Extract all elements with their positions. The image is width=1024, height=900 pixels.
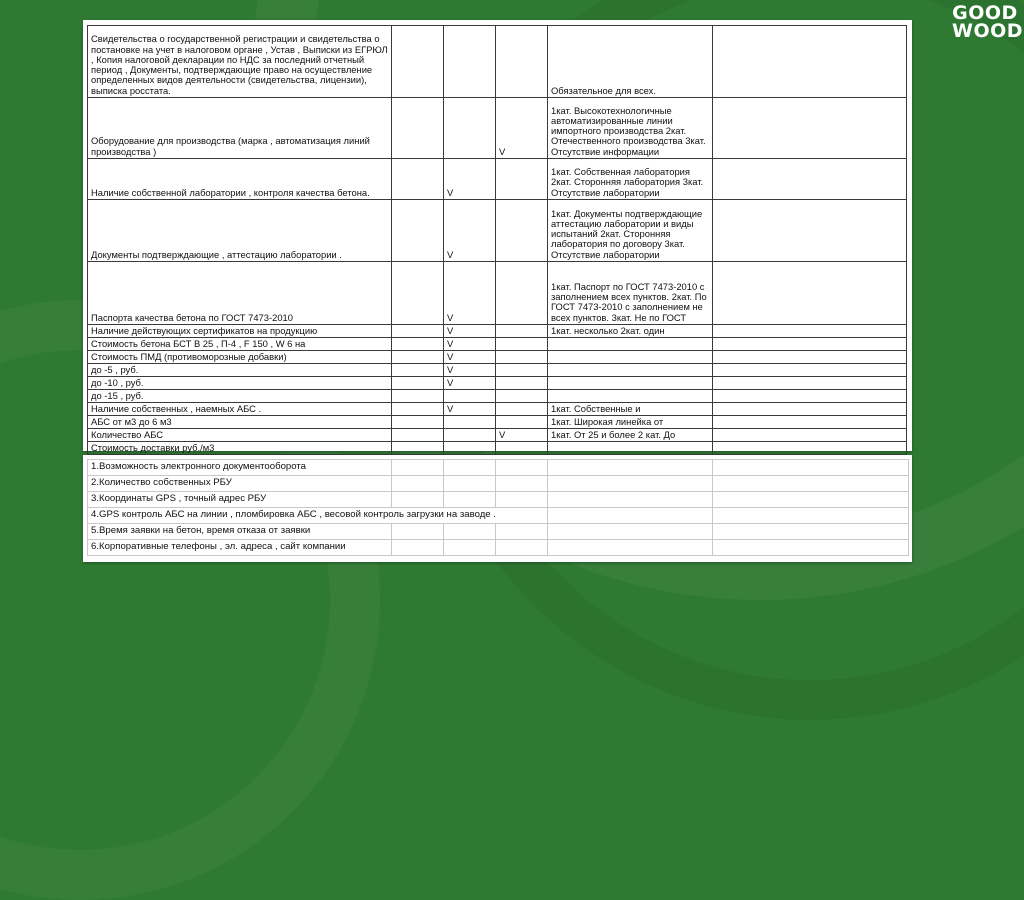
criteria-row [88,351,907,364]
criteria-row [88,390,907,403]
extra-criteria-row [88,540,909,556]
mark-cell [496,416,548,429]
extra-criteria-row [88,524,909,540]
mark-cell: V [444,403,496,416]
mark-cell [496,26,548,98]
mark-cell [444,390,496,403]
empty-cell [548,508,713,524]
mark-cell [496,200,548,262]
empty-cell [548,524,713,540]
empty-cell [496,540,548,556]
mark-cell: V [496,429,548,442]
category-comment: 1кат. Широкая линейка от [548,416,713,429]
empty-cell [444,524,496,540]
criteria-label: Наличие действующих сертификатов на продукцию [88,325,392,338]
empty-cell [713,492,909,508]
category-comment: 1кат. Высокотехнологичные автоматизированные линии импортного производства 2кат. Отечественного производства 3кат. Отсутствие информации [548,98,713,159]
empty-cell [444,460,496,476]
notes-cell [713,159,907,200]
mark-cell: V [444,200,496,262]
notes-cell [713,364,907,377]
category-comment: Обязательное для всех. [548,26,713,98]
criteria-sheet [83,20,912,451]
mark-cell: V [444,338,496,351]
extra-criteria-row [88,508,909,524]
notes-cell [713,338,907,351]
empty-cell [392,460,444,476]
criteria-label: Документы подтверждающие , аттестацию лаборатории . [88,200,392,262]
notes-cell [713,26,907,98]
notes-cell [713,429,907,442]
empty-cell [392,492,444,508]
mark-cell [496,442,548,455]
mark-cell: V [444,351,496,364]
extra-criteria-sheet [83,455,912,562]
category-comment: 1кат. Документы подтверждающие аттестацию лаборатории и виды испытаний 2кат. Сторонняя лаборатория по договору 3кат. Отсутствие лаборатории [548,200,713,262]
criteria-row [88,403,907,416]
criteria-label: Стоимость бетона БСТ В 25 , П-4 , F 150 , W 6 на [88,338,392,351]
extra-criteria-row [88,460,909,476]
extra-criteria-row [88,492,909,508]
mark-cell [392,403,444,416]
mark-cell [392,338,444,351]
good-wood-logo [952,2,1024,42]
mark-cell [392,416,444,429]
empty-cell [496,476,548,492]
criteria-row [88,338,907,351]
empty-cell [713,540,909,556]
criteria-row [88,262,907,325]
empty-cell [548,460,713,476]
criteria-label: до -15 , руб. [88,390,392,403]
mark-cell: V [444,325,496,338]
mark-cell [392,390,444,403]
criteria-label: до -10 , руб. [88,377,392,390]
extra-criteria-label: 2.Количество собственных РБУ [88,476,392,492]
criteria-label: Наличие собственной лаборатории , контроля качества бетона. [88,159,392,200]
logo-line-2: WOOD [952,20,1024,42]
criteria-row [88,159,907,200]
category-comment: 1кат. несколько 2кат. один [548,325,713,338]
criteria-label: Стоимость доставки руб./м3 [88,442,392,455]
empty-cell [713,460,909,476]
mark-cell [496,390,548,403]
category-comment: 1кат. Паспорт по ГОСТ 7473-2010 с заполнением всех пунктов. 2кат. По ГОСТ 7473-2010 с заполнением не всех пунктов. 3кат. Не по ГОСТ [548,262,713,325]
notes-cell [713,377,907,390]
criteria-row [88,200,907,262]
empty-cell [392,476,444,492]
criteria-row [88,429,907,442]
empty-cell [713,524,909,540]
mark-cell: V [444,377,496,390]
empty-cell [496,460,548,476]
extra-criteria-row [88,476,909,492]
criteria-row [88,325,907,338]
notes-cell [713,98,907,159]
mark-cell: V [444,159,496,200]
mark-cell: V [444,364,496,377]
notes-cell [713,416,907,429]
mark-cell [496,262,548,325]
empty-cell [392,540,444,556]
category-comment [548,338,713,351]
mark-cell: V [444,262,496,325]
criteria-label: АБС от м3 до 6 м3 [88,416,392,429]
mark-cell: V [496,98,548,159]
criteria-label: Количество АБС [88,429,392,442]
notes-cell [713,351,907,364]
category-comment [548,390,713,403]
criteria-label: до -5 , руб. [88,364,392,377]
criteria-label: Наличие собственных , наемных АБС . [88,403,392,416]
extra-criteria-table [87,459,909,556]
mark-cell [392,26,444,98]
extra-criteria-label: 4.GPS контроль АБС на линии , пломбировка АБС , весовой контроль загрузки на заводе . [88,508,548,524]
mark-cell [392,442,444,455]
category-comment: 1кат. От 25 и более 2 кат. До [548,429,713,442]
criteria-row [88,377,907,390]
criteria-row [88,26,907,98]
empty-cell [444,540,496,556]
criteria-label: Оборудование для производства (марка , автоматизация линий производства ) [88,98,392,159]
empty-cell [548,540,713,556]
criteria-row [88,442,907,455]
criteria-table [87,25,907,455]
notes-cell [713,390,907,403]
notes-cell [713,262,907,325]
mark-cell [392,377,444,390]
mark-cell [392,262,444,325]
mark-cell [392,364,444,377]
empty-cell [713,476,909,492]
mark-cell [496,338,548,351]
category-comment [548,377,713,390]
empty-cell [392,524,444,540]
mark-cell [392,325,444,338]
mark-cell [496,377,548,390]
mark-cell [496,403,548,416]
mark-cell [444,442,496,455]
notes-cell [713,200,907,262]
empty-cell [444,476,496,492]
empty-cell [496,492,548,508]
notes-cell [713,325,907,338]
mark-cell [392,351,444,364]
empty-cell [444,492,496,508]
extra-criteria-label: 3.Координаты GPS , точный адрес РБУ [88,492,392,508]
mark-cell [496,325,548,338]
extra-criteria-label: 6.Корпоративные телефоны , эл. адреса , сайт компании [88,540,392,556]
mark-cell [444,416,496,429]
notes-cell [713,403,907,416]
criteria-row [88,98,907,159]
empty-cell [548,476,713,492]
empty-cell [496,524,548,540]
criteria-row [88,416,907,429]
logo-line-1: GOOD [952,2,1018,24]
criteria-label: Свидетельства о государственной регистрации и свидетельства о постановке на учет в налоговом органе , Устав , Выписки из ЕГРЮЛ , Копия налоговой декларации по НДС за последний отчетный период , Документы, подтверждающие право на осуществление определенных видов деятельности (свидетельства, лицензии), выписка росстата. [88,26,392,98]
extra-criteria-label: 1.Возможность электронного документооборота [88,460,392,476]
mark-cell [496,364,548,377]
extra-criteria-label: 5.Время заявки на бетон, время отказа от заявки [88,524,392,540]
mark-cell [496,159,548,200]
category-comment [548,442,713,455]
category-comment: 1кат. Собственные и [548,403,713,416]
category-comment: 1кат. Собственная лаборатория 2кат. Сторонняя лаборатория 3кат. Отсутствие лаборатории [548,159,713,200]
mark-cell [392,98,444,159]
mark-cell [392,200,444,262]
mark-cell [392,159,444,200]
category-comment [548,351,713,364]
empty-cell [548,492,713,508]
criteria-label: Стоимость ПМД (противоморозные добавки) [88,351,392,364]
mark-cell [392,429,444,442]
empty-cell [713,508,909,524]
mark-cell [444,26,496,98]
category-comment [548,364,713,377]
mark-cell [496,351,548,364]
notes-cell [713,442,907,455]
criteria-label: Паспорта качества бетона по ГОСТ 7473-2010 [88,262,392,325]
mark-cell [444,429,496,442]
mark-cell [444,98,496,159]
criteria-row [88,364,907,377]
